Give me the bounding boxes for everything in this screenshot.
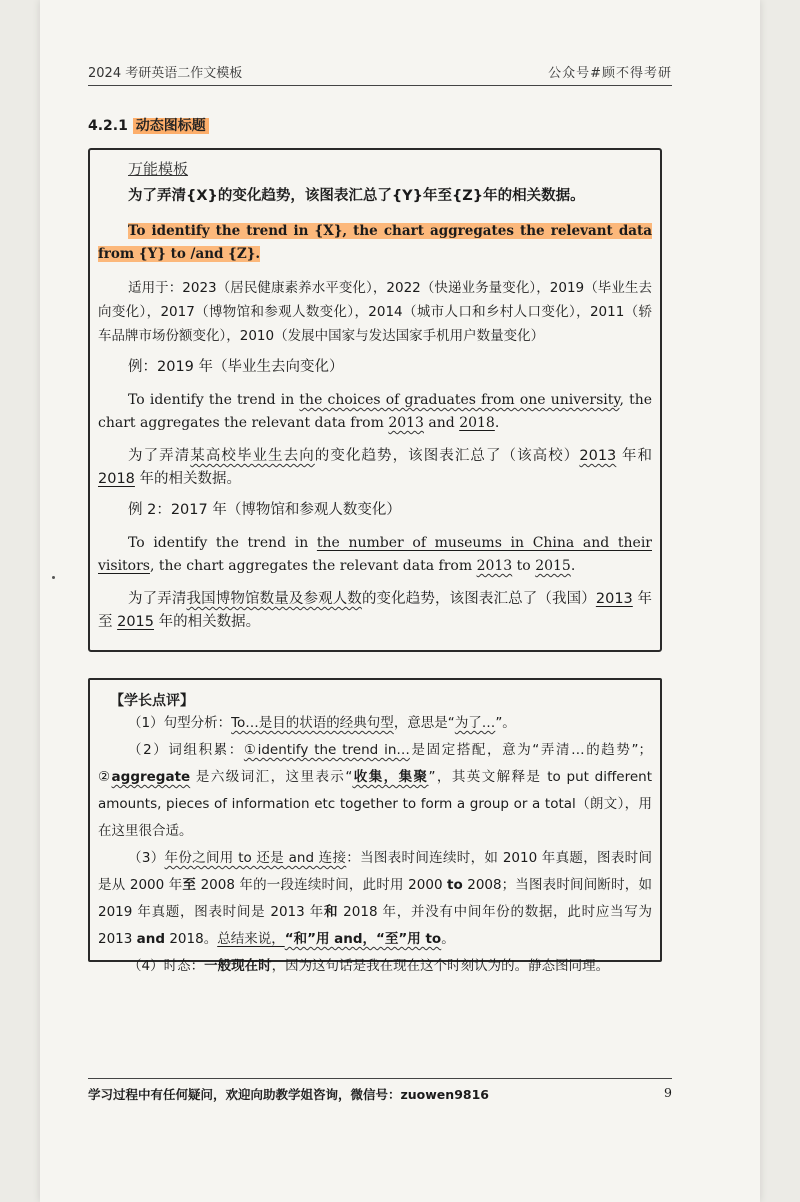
p3-bold-and: and — [136, 931, 166, 947]
example2-en-end: . — [570, 558, 576, 574]
example2-cn-pre: 为了弄清 — [128, 591, 187, 607]
example2-en-topic: the number of museums in China and their visitors — [98, 535, 652, 574]
example2-cn-mid: 的变化趋势，该图表汇总了（我国） — [361, 591, 596, 607]
example2-cn-end: 年的相关数据。 — [154, 614, 261, 630]
p3-summary-lead: 总结来说， — [217, 931, 285, 947]
example2-en-mid: , the chart aggregates the relevant data from — [149, 558, 477, 574]
p1-mid: ，意思是“ — [393, 715, 455, 731]
p3-text5: 2018。 — [165, 931, 218, 947]
template-english — [98, 220, 652, 266]
template-chinese: 为了弄清{X}的变化趋势，该图表汇总了{Y}年至{Z}年的相关数据。 — [128, 188, 585, 204]
p1-meaning: 为了… — [454, 715, 496, 731]
example1-cn-pre: 为了弄清 — [128, 448, 191, 464]
example2-en-conj: to — [512, 558, 536, 574]
comment-point-3 — [98, 845, 652, 953]
example2-cn-year-to: 2015 — [117, 614, 155, 630]
p1-end: ”。 — [495, 715, 516, 731]
p2-key2: aggregate — [111, 769, 191, 785]
example1-cn-topic: 某高校毕业生去向 — [190, 448, 315, 464]
page-number: 9 — [664, 1085, 672, 1100]
p3-text4: 2018 年，并没有中间年份的数据，此时应当写为 2013 — [98, 904, 652, 947]
p4-key: 一般现在时 — [204, 958, 272, 974]
template-box — [88, 148, 662, 652]
p4-end: ，因为这句话是我在现在这个时刻认为的。静态图同理。 — [271, 958, 610, 974]
p2-mid2: 是六级词汇，这里表示“ — [190, 769, 353, 785]
example1-english — [98, 389, 652, 435]
applies-to: 适用于：2023（居民健康素养水平变化），2022（快递业务量变化），2019（毕业生去向变化），2017（博物馆和参观人数变化），2014（城市人口和乡村人口变化），2011（轿车品牌市场份额变化），2010（发展中国家与发达国家手机用户数量变化） — [98, 280, 652, 344]
header-account: 公众号#顾不得考研 — [548, 66, 672, 81]
example1-cn-year-from: 2013 — [579, 448, 617, 464]
p2-pre: （2）词组积累： — [128, 742, 244, 758]
p2-mid1: 是固定搭配，意为“弄清…的趋势”；② — [98, 742, 652, 785]
section-number: 4.2.1 — [88, 118, 128, 134]
example1-en-topic: the choices of graduates from one university — [299, 392, 620, 408]
footer-contact: 学习过程中有任何疑问，欢迎向助教学姐咨询，微信号：zuowen9816 — [88, 1087, 489, 1102]
comment-box-title: 【学长点评】 — [110, 693, 194, 709]
example2-chinese — [98, 588, 652, 634]
p3-text3: 2008；当图表时间间断时，如 2019 年真题，图表时间是 2013 年 — [98, 877, 652, 920]
example2-en-year-from: 2013 — [476, 558, 513, 574]
page-footer — [88, 1078, 672, 1103]
example1-cn-year-to: 2018 — [98, 471, 135, 487]
example2-cn-topic: 我国博物馆数量及参观人数 — [186, 591, 362, 607]
example2-cn-year-from: 2013 — [595, 591, 633, 607]
example1-cn-end: 年的相关数据。 — [134, 471, 242, 487]
p3-key: 年份之间用 to 还是 and 连接 — [164, 850, 347, 866]
comment-point-2 — [98, 737, 652, 845]
section-title: 动态图标题 — [133, 118, 209, 134]
p3-bold-he: 和 — [323, 904, 339, 920]
example1-chinese — [98, 445, 652, 491]
example1-cn-conj: 年和 — [616, 448, 653, 464]
p3-end: 。 — [441, 931, 455, 947]
template-box-label: 万能模板 — [128, 160, 189, 178]
example2-label: 例 2：2017 年（博物馆和参观人数变化） — [128, 502, 401, 518]
p2-key1: ①identify the trend in… — [243, 742, 410, 758]
comment-point-4 — [98, 953, 652, 980]
p2-key3: 收集，集聚 — [352, 769, 429, 785]
example1-en-end: . — [494, 415, 500, 431]
p1-pre: （1）句型分析： — [128, 715, 232, 731]
example1-en-pre: To identify the trend in — [128, 392, 300, 408]
p3-text2: 2008 年的一段连续时间，此时用 2000 — [196, 877, 448, 893]
p2-end: ”，其英文解释是 to put different amounts, pieces of information etc together to form a group or a total（朗文），用在这里很合适。 — [98, 769, 653, 839]
example1-en-year-from: 2013 — [388, 415, 424, 431]
example1-en-mid: , the chart aggregates the relevant data from — [98, 392, 653, 431]
p3-bold-to: to — [447, 877, 463, 893]
p3-summary: “和”用 and，“至”用 to — [284, 931, 442, 947]
example1-en-year-to: 2018 — [459, 415, 495, 431]
page-header — [88, 62, 672, 86]
example2-cn-conj: 年至 — [98, 591, 653, 630]
example1-label: 例：2019 年（毕业生去向变化） — [128, 359, 344, 375]
p3-text1: ：当图表时间连续时，如 2010 年真题，图表时间是从 2000 年 — [98, 850, 652, 893]
example2-english — [98, 532, 652, 578]
comment-box — [88, 678, 662, 974]
example1-cn-mid: 的变化趋势，该图表汇总了（该高校） — [314, 448, 580, 464]
example2-en-pre: To identify the trend in — [128, 535, 317, 551]
section-heading — [88, 115, 209, 135]
comment-point-1 — [98, 710, 652, 737]
page-speck — [52, 576, 55, 579]
header-book-title: 2024 考研英语二作文模板 — [88, 66, 243, 81]
p3-pre: （3） — [128, 850, 165, 866]
example2-en-year-to: 2015 — [535, 558, 571, 574]
template-english-text: To identify the trend in {X}, the chart aggregates the relevant data from {Y} to /and {Z}. — [98, 223, 652, 262]
p4-pre: （4）时态： — [128, 958, 205, 974]
p1-key: To…是目的状语的经典句型 — [231, 715, 394, 731]
p3-bold-zhi: 至 — [182, 877, 197, 893]
example1-en-conj: and — [423, 415, 460, 431]
